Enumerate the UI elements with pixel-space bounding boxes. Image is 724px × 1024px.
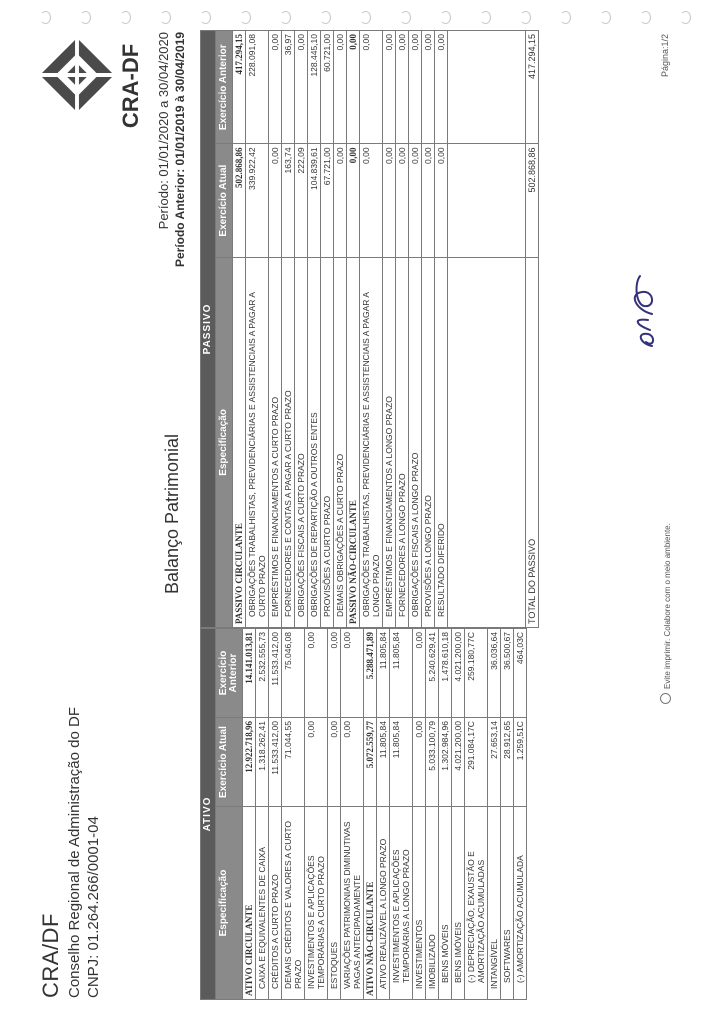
table-row [305,629,328,1000]
table-row [269,629,282,1000]
row-anterior: 0,00 [341,629,364,718]
row-label: OBRIGAÇÕES TRABALHISTAS, PREVIDENCIÁRIAS E ASSISTENCIAIS A PAGAR A CURTO PRAZO [246,257,269,627]
table-row [282,31,295,628]
table-row [377,629,390,1000]
row-anterior: 259.180,77C [465,629,488,718]
row-atual: 339.922,42 [246,144,269,257]
ativo-col-atual: Exercício Atual [216,718,243,807]
row-label: TOTAL DO PASSIVO [526,257,539,627]
row-atual: 163,74 [282,144,295,257]
table-row [347,31,360,628]
table-row [321,31,334,628]
org-short-name: CRA/DF [38,913,63,998]
row-label: SOFTWARES [501,807,514,1000]
row-atual: 0,00 [383,144,396,257]
table-row [256,629,269,1000]
row-label: BENS MÓVEIS [439,807,452,1000]
row-atual: 5.033.100,79 [426,718,439,807]
row-anterior: 11.805,84 [390,629,413,718]
row-anterior: 11.533.412,00 [269,629,282,718]
table-row [439,629,452,1000]
row-label: PASSIVO NÃO-CIRCULANTE [347,257,360,627]
row-anterior: 0,00 [360,31,383,144]
row-label: CAIXA E EQUIVALENTES DE CAIXA [256,807,269,1000]
row-anterior: 464,03C [514,629,527,718]
table-row [465,629,488,1000]
row-label: INVESTIMENTOS E APLICAÇÕES TEMPORÁRIAS A CURTO PRAZO [305,807,328,1000]
row-atual: 0,00 [422,144,435,257]
row-anterior: 36.500,67 [501,629,514,718]
row-atual: 11.805,84 [390,718,413,807]
row-label: ATIVO NÃO-CIRCULANTE [364,807,377,1000]
row-atual: 11.533.412,00 [269,718,282,807]
row-anterior: 0,00 [422,31,435,144]
row-atual: 0,00 [305,718,328,807]
row-label: VARIAÇÕES PATRIMONIAIS DIMINUTIVAS PAGAS ANTECIPADAMENTE [341,807,364,1000]
row-atual: 0,00 [413,718,426,807]
row-anterior: 0,00 [409,31,422,144]
table-row [413,629,426,1000]
row-anterior: 0,00 [347,31,360,144]
table-row [233,31,246,628]
table-row [360,31,383,628]
row-label: INVESTIMENTOS E APLICAÇÕES TEMPORÁRIAS A LONGO PRAZO [390,807,413,1000]
row-anterior: 0,00 [295,31,308,144]
row-atual: 0,00 [360,144,383,257]
row-label: OBRIGAÇÕES DE REPARTIÇÃO A OUTROS ENTES [308,257,321,627]
table-row [334,31,347,628]
table-row [308,31,321,628]
row-anterior: 11.805,84 [377,629,390,718]
row-label: RESULTADO DIFERIDO [435,257,448,627]
row-atual: 4.021.200,00 [452,718,465,807]
table-row-spacer [448,31,526,628]
table-row-total [526,31,539,628]
row-anterior: 5.288.471,89 [364,629,377,718]
row-anterior: 0,00 [328,629,341,718]
row-anterior: 228.091,08 [246,31,269,144]
passivo-col-anterior: Exercício Anterior [216,31,233,144]
row-label: EMPRÉSTIMOS E FINANCIAMENTOS A CURTO PRAZO [269,257,282,627]
table-row [452,629,465,1000]
cra-logo-icon [38,36,116,114]
row-anterior: 417.294,15 [233,31,246,144]
row-label: FORNECEDORES A LONGO PRAZO [396,257,409,627]
row-anterior: 4.021.200,00 [452,629,465,718]
row-anterior: 75.046,08 [282,629,305,718]
row-label: (-) AMORTIZAÇÃO ACUMULADA [514,807,527,1000]
row-atual: 27.653,14 [488,718,501,807]
row-label: CRÉDITOS A CURTO PRAZO [269,807,282,1000]
passivo-group-header: PASSIVO [201,31,216,628]
row-label: OBRIGAÇÕES TRABALHISTAS, PREVIDENCIÁRIAS E ASSISTENCIAIS A PAGAR A LONGO PRAZO [360,257,383,627]
ativo-col-anterior: Exercício Anterior [216,629,243,718]
table-row [426,629,439,1000]
handwritten-signature-icon [622,264,662,354]
row-anterior: 2.532.555,73 [256,629,269,718]
row-label: IMOBILIZADO [426,807,439,1000]
row-anterior: 0,00 [334,31,347,144]
table-row [396,31,409,628]
row-anterior: 0,00 [435,31,448,144]
row-label: ATIVO CIRCULANTE [243,807,256,1000]
ativo-group-header: ATIVO [201,629,216,1000]
table-row [390,629,413,1000]
environment-note-text: Evite imprimir. Colabore com o meio ambiente. [663,523,672,689]
row-atual: 502.868,86 [526,144,539,257]
table-row [383,31,396,628]
row-atual: 0,00 [347,144,360,257]
passivo-table [200,30,539,628]
table-row [422,31,435,628]
row-anterior: 36.036,64 [488,629,501,718]
organization-header [38,398,102,998]
recycle-icon [660,693,671,704]
table-row [341,629,364,1000]
table-row [269,31,282,628]
row-anterior: 36,97 [282,31,295,144]
row-label: INTANGÍVEL [488,807,501,1000]
row-label: ATIVO REALIZÁVEL A LONGO PRAZO [377,807,390,1000]
row-atual: 104.839,61 [308,144,321,257]
table-row [246,31,269,628]
row-anterior: 417.294,15 [526,31,539,144]
row-label: DEMAIS OBRIGAÇÕES A CURTO PRAZO [334,257,347,627]
environment-note [660,523,672,704]
row-label: PASSIVO CIRCULANTE [233,257,246,627]
row-atual: 291.084,17C [465,718,488,807]
table-row [488,629,501,1000]
org-cnpj: CNPJ: 01.264.266/0001-04 [85,816,102,998]
row-label: DEMAIS CRÉDITOS E VALORES A CURTO PRAZO [282,807,305,1000]
row-atual: 12.922.718,96 [243,718,256,807]
rotated-sheet [32,24,692,1004]
table-row [282,629,305,1000]
row-label: BENS IMÓVEIS [452,807,465,1000]
row-anterior: 0,00 [269,31,282,144]
table-row [243,629,256,1000]
period-current: Período: 01/01/2020 a 30/04/2020 [156,32,171,230]
row-label: FORNECEDORES E CONTAS A PAGAR A CURTO PRAZO [282,257,295,627]
row-label: (-) DEPRECIAÇÃO, EXAUSTÃO E AMORTIZAÇÃO ACUMULADAS [465,807,488,1000]
period-previous: Período Anterior: 01/01/2019 à 30/04/2019 [173,32,187,268]
row-label: OBRIGAÇÕES FISCAIS A CURTO PRAZO [295,257,308,627]
row-label: PROVISÕES A LONGO PRAZO [422,257,435,627]
balance-tables [200,28,610,1000]
passivo-col-atual: Exercício Atual [216,144,233,257]
row-atual: 222,09 [295,144,308,257]
row-atual: 0,00 [396,144,409,257]
row-anterior: 0,00 [305,629,328,718]
org-full-name: Conselho Regional de Administração do DF [66,707,83,998]
row-anterior: 0,00 [383,31,396,144]
row-label: ESTOQUES [328,807,341,1000]
table-row [409,31,422,628]
passivo-col-spec: Especificação [216,257,233,627]
row-anterior: 60.721,00 [321,31,334,144]
ativo-table [200,628,527,1000]
row-label: INVESTIMENTOS [413,807,426,1000]
row-atual: 0,00 [435,144,448,257]
brand-name: CRA-DF [118,43,143,129]
row-atual: 71.044,55 [282,718,305,807]
table-row [364,629,377,1000]
row-atual: 28.912,65 [501,718,514,807]
page-number: Página:1/2 [660,34,670,78]
row-anterior: 0,00 [396,31,409,144]
row-atual: 502.868,86 [233,144,246,257]
row-atual: 1.318.262,41 [256,718,269,807]
row-atual: 11.805,84 [377,718,390,807]
row-label: EMPRÉSTIMOS E FINANCIAMENTOS A LONGO PRAZO [383,257,396,627]
row-anterior: 14.141.013,81 [243,629,256,718]
row-atual: 0,00 [341,718,364,807]
row-atual: 67.721,00 [321,144,334,257]
row-atual: 1.302.984,96 [439,718,452,807]
row-label: OBRIGAÇÕES FISCAIS A LONGO PRAZO [409,257,422,627]
row-anterior: 1.478.610,18 [439,629,452,718]
row-anterior: 0,00 [413,629,426,718]
ativo-col-spec: Especificação [216,807,243,1000]
row-atual: 0,00 [334,144,347,257]
row-atual: 1.259,51C [514,718,527,807]
table-row [295,31,308,628]
row-anterior: 128.445,10 [308,31,321,144]
row-atual: 0,00 [328,718,341,807]
row-anterior: 5.240.629,41 [426,629,439,718]
row-atual: 0,00 [409,144,422,257]
table-row [435,31,448,628]
row-atual: 0,00 [269,144,282,257]
table-row [514,629,527,1000]
row-atual: 5.072.559,77 [364,718,377,807]
table-row [501,629,514,1000]
document-title: Balanço Patrimonial [162,433,182,595]
row-label: PROVISÕES A CURTO PRAZO [321,257,334,627]
table-row [328,629,341,1000]
